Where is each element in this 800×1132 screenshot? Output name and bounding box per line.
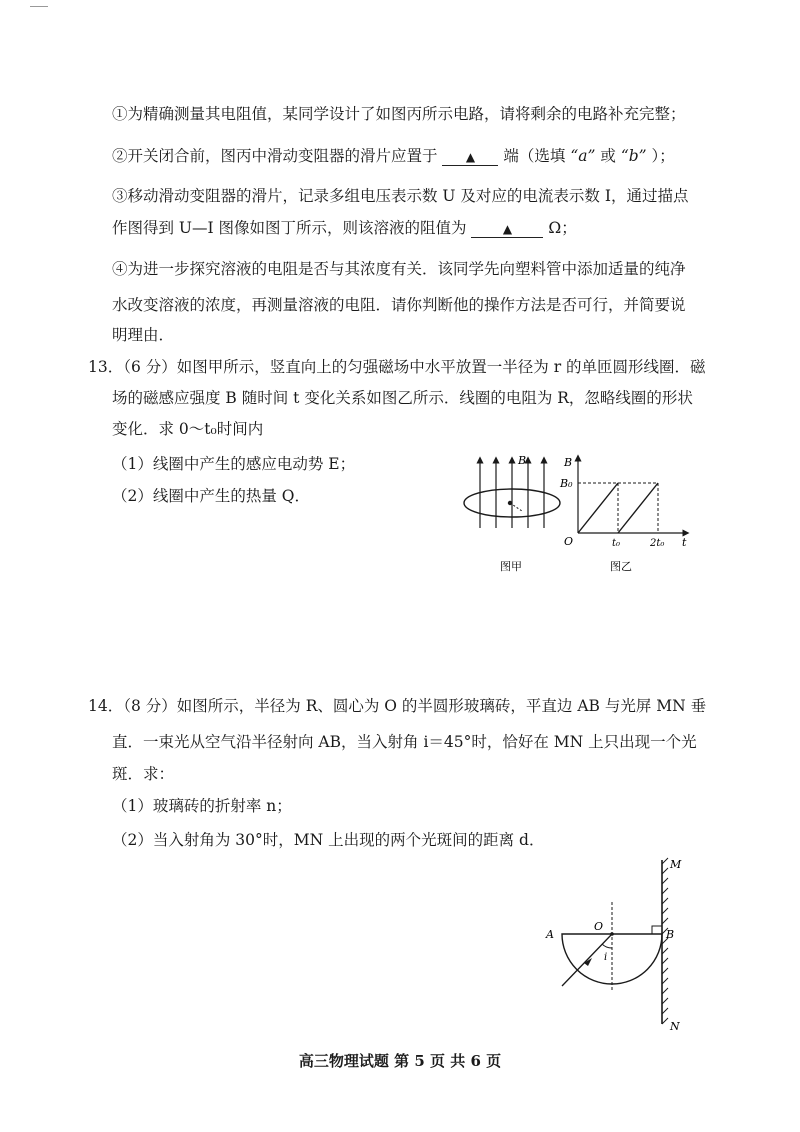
fig-jia-label-b: B xyxy=(518,454,527,467)
q14-line3: 斑．求： xyxy=(112,765,175,783)
q12-item2-text-a: ②开关闭合前，图丙中滑动变阻器的滑片应置于 xyxy=(112,147,438,165)
fig-yi-label-2t0: 2t₀ xyxy=(650,538,665,549)
q13-line3: 变化．求 0～t₀时间内 xyxy=(112,420,264,438)
q12-item1: ①为精确测量其电阻值，某同学设计了如图丙所示电路，请将剩余的电路补充完整； xyxy=(112,105,686,123)
q13-line1: 13．（6 分）如图甲所示，竖直向上的匀强磁场中水平放置一半径为 r 的单匝圆形线圈．磁 xyxy=(88,358,706,376)
fig-yi-caption: 图乙 xyxy=(610,560,632,573)
fig-yi-label-t: t xyxy=(682,536,687,549)
fig-yi-label-o: O xyxy=(564,535,574,548)
q12-item2-text-c: 或 xyxy=(600,147,616,165)
q14-line2: 直．一束光从空气沿半径射向 AB，当入射角 i＝45°时，恰好在 MN 上只出现一个光 xyxy=(112,733,697,751)
fig-yi-label-b: B xyxy=(564,456,573,469)
b-t-line-1 xyxy=(578,483,618,533)
q12-item4-line1: ④为进一步探究溶液的电阻是否与其浓度有关．该同学先向塑料管中添加适量的纯净 xyxy=(112,260,686,278)
q12-item3-line1: ③移动滑动变阻器的滑片，记录多组电压表示数 U 及对应的电流表示数 I，通过描点 xyxy=(112,187,689,205)
right-angle-mark xyxy=(652,926,662,934)
b-t-line-2 xyxy=(618,483,658,533)
q12-item3-text: 作图得到 U—I 图像如图丁所示，则该溶液的阻值为 xyxy=(112,219,467,237)
figure-jia xyxy=(452,448,562,578)
magnetic-field-lines xyxy=(480,460,544,528)
q13-line2: 场的磁感应强度 B 随时间 t 变化关系如图乙所示．线圈的电阻为 R，忽略线圈的形状 xyxy=(112,389,693,407)
q12-item2 xyxy=(112,145,675,167)
screen-hatching xyxy=(662,858,668,1024)
angle-arc xyxy=(602,944,612,948)
q14-sub1: （1）玻璃砖的折射率 n； xyxy=(112,797,292,815)
q12-item2-text-b: 端（选填 xyxy=(503,147,566,165)
label-b: B xyxy=(666,928,675,941)
q12-item3-line2 xyxy=(112,217,577,239)
q12-item2-text-d: ）； xyxy=(651,147,675,165)
q13-sub1: （1）线圈中产生的感应电动势 E； xyxy=(112,455,356,473)
q13-sub2: （2）线圈中产生的热量 Q． xyxy=(112,487,310,505)
q12-item4-line3: 明理由． xyxy=(112,326,175,344)
q14-sub2: （2）当入射角为 30°时，MN 上出现的两个光斑间的距离 d． xyxy=(112,831,545,849)
label-o: O xyxy=(594,920,604,933)
fig-yi-label-t0: t₀ xyxy=(612,538,621,549)
label-n: N xyxy=(670,1020,680,1032)
center-o-dot xyxy=(610,932,614,936)
dashed-guides xyxy=(578,483,658,533)
option-b: “b” xyxy=(620,147,647,165)
fig-yi-label-b0: B₀ xyxy=(560,477,573,490)
figure-glass-semicircle xyxy=(540,852,700,1032)
answer-blank-slider: ▲ xyxy=(442,149,498,166)
corner-mark xyxy=(30,6,48,7)
q14-line1: 14．（8 分）如图所示，半径为 R、圆心为 O 的半圆形玻璃砖，平直边 AB 与光屏 MN 垂 xyxy=(88,697,707,715)
label-i: i xyxy=(604,952,608,963)
ohm-unit: Ω； xyxy=(548,219,577,237)
figure-yi xyxy=(558,448,698,578)
page-footer: 高三物理试题 第 5 页 共 6 页 xyxy=(298,1052,502,1070)
label-m: M xyxy=(670,858,682,871)
answer-blank-resistance: ▲ xyxy=(471,221,543,238)
option-a: “a” xyxy=(570,147,596,165)
q12-item4-line2: 水改变溶液的浓度，再测量溶液的电阻．请你判断他的操作方法是否可行，并简要说 xyxy=(112,296,686,314)
label-a: A xyxy=(546,928,554,941)
fig-jia-caption: 图甲 xyxy=(500,560,522,573)
